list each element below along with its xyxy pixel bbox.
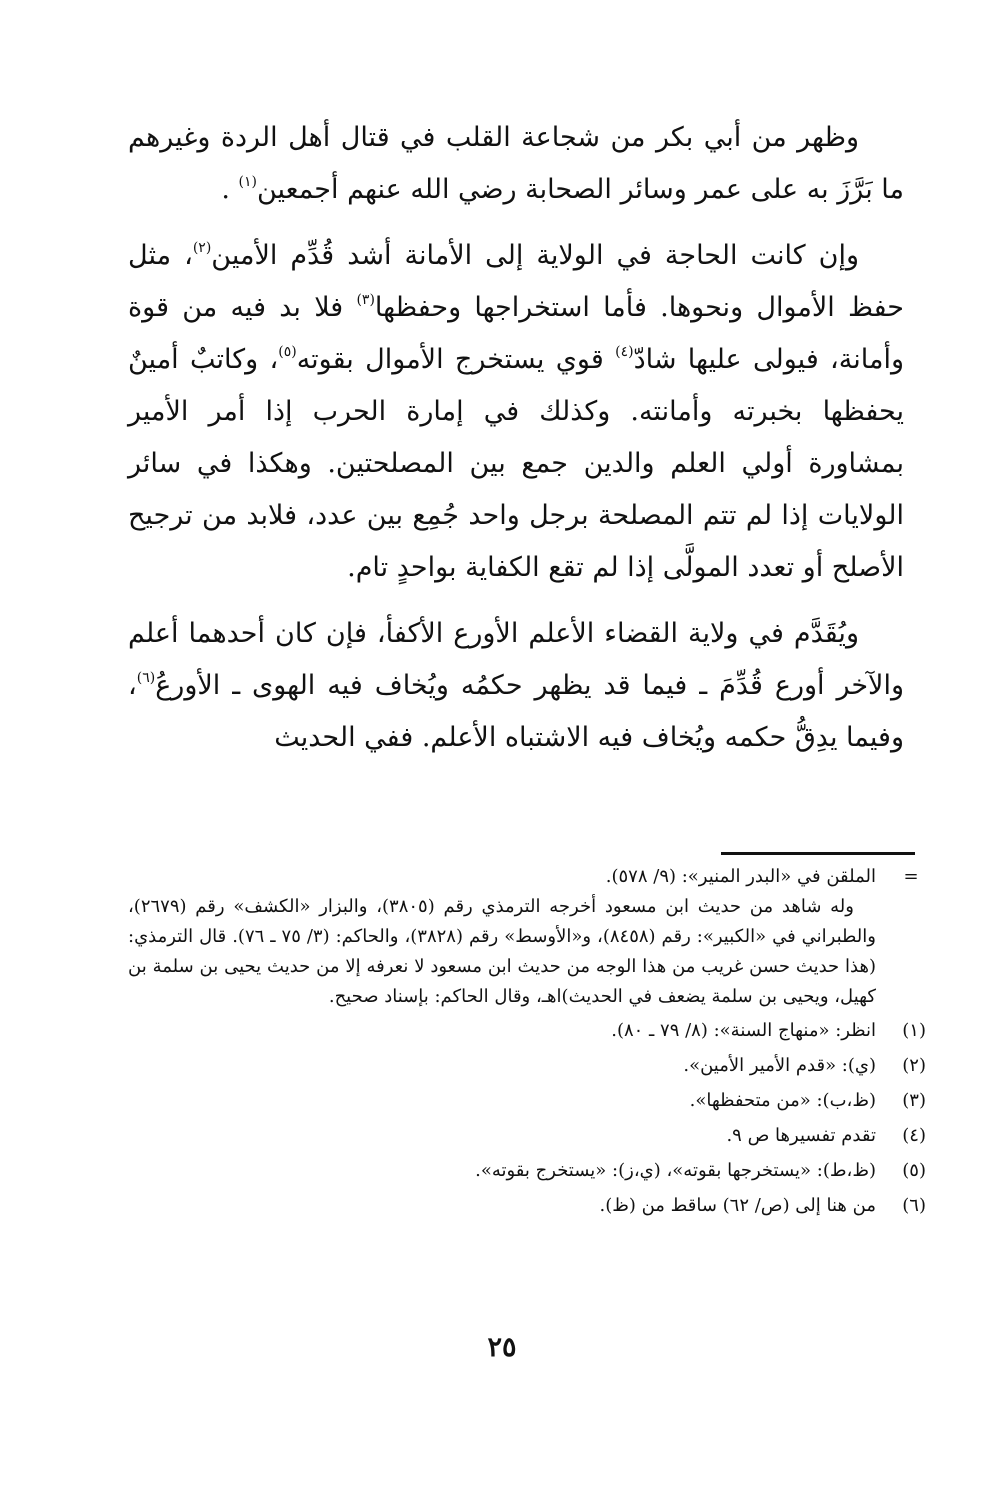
footnotes <box>128 862 926 1226</box>
footnote-text: تقدم تفسيرها ص ٩. <box>726 1125 876 1146</box>
footnote-ref: (٥) <box>278 344 297 360</box>
paragraph-text: ويُقَدَّم في ولاية القضاء الأعلم الأورع الأكفأ، فإن كان أحدهما أعلم والآخر أورع قُدِّمَ ـ فيما قد يظهر حكمُه ويُخاف فيه الهوى ـ الأورعُ <box>128 618 904 701</box>
footnote-text: (ي): «قدم الأمير الأمين». <box>683 1055 876 1076</box>
paragraph-text: ، مثل حفظ الأموال ونحوها. فأما استخراجها وحفظها <box>128 240 904 323</box>
paragraph-text: وإن كانت الحاجة في الولاية إلى الأمانة أشد قُدِّم الأمين <box>211 240 859 271</box>
footnote-text: انظر: «منهاج السنة»: (٨/ ٧٩ ـ ٨٠). <box>611 1020 876 1041</box>
footnote-ref: (٣) <box>356 292 375 308</box>
page-number: ٢٥ <box>487 1332 517 1363</box>
footnote-text: (ظ،ب): «من متحفظها». <box>689 1090 876 1111</box>
paragraph-2 <box>128 230 904 594</box>
paragraph-text: وظهر من أبي بكر من شجاعة القلب في قتال أهل الردة وغيرهم ما بَرَّزَ به على عمر وسائر الصحابة رضي الله عنهم أجمعين <box>128 122 904 205</box>
footnote-3 <box>128 1086 926 1116</box>
paragraph-end: . <box>221 174 239 205</box>
footnote-ref: (٢) <box>192 240 212 256</box>
footnote-number: (٥) <box>902 1160 926 1181</box>
footnote-ref: (٦) <box>136 670 156 686</box>
paragraph-text: فلا بد فيه من قوة وأمانة، فيولى عليها شادّ <box>128 292 904 375</box>
paragraph-text: ، وكاتبٌ أمينٌ يحفظها بخبرته وأمانته. وكذلك في إمارة الحرب إذا أمر الأمير بمشاورة أولي العلم والدين جمع بين المصلحتين. وهكذا في سائر الولايات إذا لم تتم المصلحة برجل واحد جُمِع بين عدد، فلابد من ترجيح الأصلح أو تعدد المولَّى إذا لم تقع الكفاية بواحدٍ تام. <box>128 344 904 583</box>
footnote-2 <box>128 1051 926 1081</box>
footnote-text: (ظ،ط): «يستخرجها بقوته»، (ي،ز): «يستخرج بقوته». <box>475 1160 876 1181</box>
continuation-paragraph: وله شاهد من حديث ابن مسعود أخرجه الترمذي رقم (٣٨٠٥)، والبزار «الكشف» رقم (٢٦٧٩)، والطبراني في «الكبير»: رقم (٨٤٥٨)، و«الأوسط» رقم (٣٨٢٨)، والحاكم: (٣/ ٧٥ ـ ٧٦). قال الترمذي: (هذا حديث حسن غريب من هذا الوجه من حديث ابن مسعود لا نعرفه إلا من حديث يحيى بن سلمة بن كهيل، ويحيى بن سلمة يضعف في الحديث)اهـ، وقال الحاكم: بإسناد صحيح. <box>128 896 876 1007</box>
paragraph-text: قوي يستخرج الأموال بقوته <box>296 344 616 375</box>
continuation-marker: = <box>903 866 919 887</box>
footnote-1 <box>128 1016 926 1046</box>
footnote-4 <box>128 1121 926 1151</box>
footnote-text: من هنا إلى (ص/ ٦٢) ساقط من (ظ). <box>599 1195 876 1216</box>
footnote-number: (٦) <box>902 1195 926 1216</box>
footnote-number: (٣) <box>902 1090 926 1111</box>
paragraph-3 <box>128 608 904 764</box>
footnote-ref: (٤) <box>615 344 634 360</box>
paragraph-1 <box>128 112 904 216</box>
footnote-separator <box>721 852 915 855</box>
footnote-number: (٢) <box>902 1055 926 1076</box>
continuation-first-line: الملقن في «البدر المنير»: (٩/ ٥٧٨). <box>605 866 876 887</box>
footnote-5 <box>128 1156 926 1186</box>
main-text <box>128 112 904 778</box>
footnote-6 <box>128 1191 926 1221</box>
footnote-number: (١) <box>902 1020 926 1041</box>
footnote-number: (٤) <box>902 1125 926 1146</box>
paragraph-text: ، وفيما يدِقُّ حكمه ويُخاف فيه الاشتباه الأعلم. ففي الحديث <box>128 670 904 753</box>
footnote-ref: (١) <box>238 174 257 190</box>
footnote-continuation <box>128 862 926 1012</box>
